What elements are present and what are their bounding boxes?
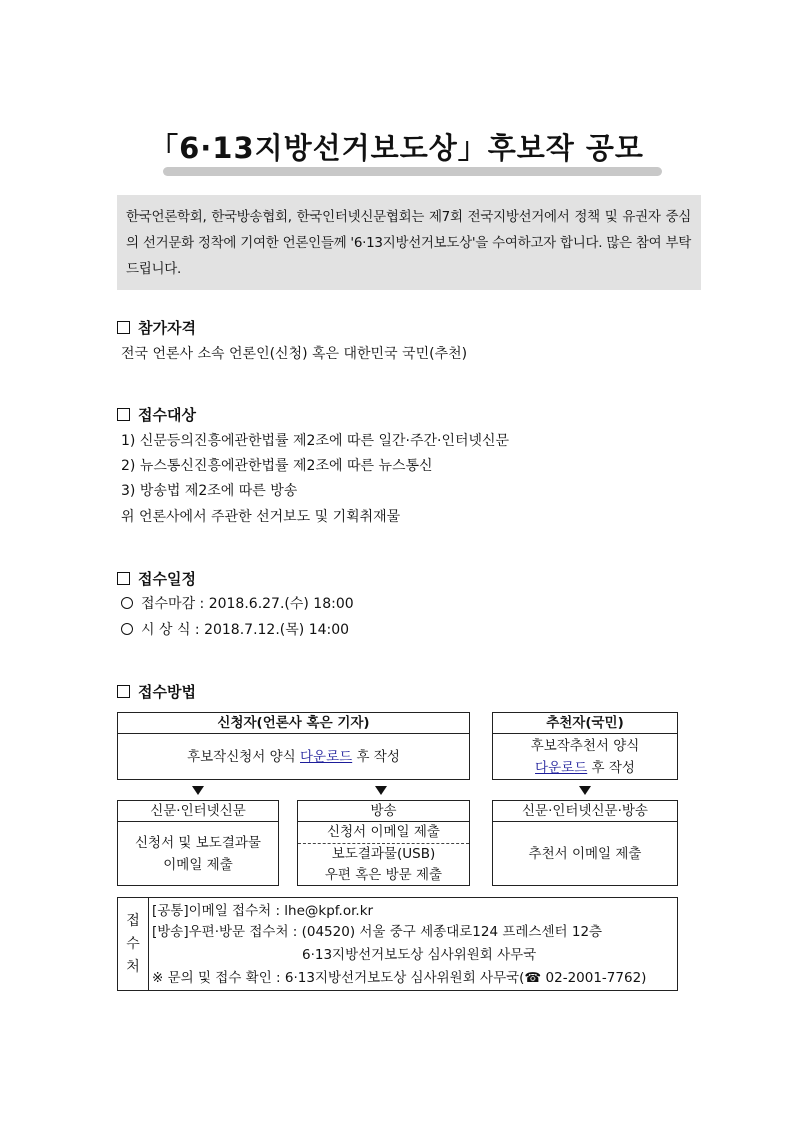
- contact-label: 접 수 처: [118, 898, 149, 990]
- schedule-item-deadline: [121, 594, 354, 614]
- applicant-form-text: 후보작신청서 양식 다운로드 후 작성: [187, 748, 400, 765]
- target-item: 1) 신문등의진흥에관한법률 제2조에 따른 일간·주간·인터넷신문: [121, 433, 510, 449]
- broadcast-submit-line: 보도결과물(USB): [298, 843, 469, 865]
- all-media-submit-cell: [492, 821, 678, 886]
- broadcast-submit-cell: [297, 821, 470, 886]
- target-item: 위 언론사에서 주관한 선거보도 및 기획취재물: [121, 509, 401, 525]
- applicant-form-cell: [117, 733, 470, 780]
- applicant-header: 신청자(언론사 혹은 기자): [117, 712, 470, 734]
- checkbox-square-icon: [117, 321, 130, 334]
- section-heading-targets: [117, 405, 196, 425]
- recommender-form-line2: 다운로드 후 작성: [535, 759, 635, 776]
- contact-box: [117, 897, 678, 991]
- checkbox-square-icon: [117, 572, 130, 585]
- section-heading-label: 접수대상: [138, 406, 196, 424]
- section-heading-label: 접수일정: [138, 570, 196, 588]
- all-media-submit-line: 추천서 이메일 제출: [528, 845, 642, 862]
- contact-inquiry: ※ 문의 및 접수 확인 : 6·13지방선거보도상 심사위원회 사무국(☎ 02-2001-7762): [152, 970, 647, 986]
- arrow-down-icon: [192, 786, 204, 795]
- newspaper-submit-line: 신청서 및 보도결과물: [135, 834, 261, 851]
- checkbox-square-icon: [117, 408, 130, 421]
- arrow-down-icon: [579, 786, 591, 795]
- all-media-header: 신문·인터넷신문·방송: [492, 800, 678, 822]
- schedule-text: 접수마감 : 2018.6.27.(수) 18:00: [141, 596, 354, 612]
- title-underline-bar: [163, 167, 662, 176]
- broadcast-submit-line: 신청서 이메일 제출: [327, 824, 440, 840]
- section-heading-label: 접수방법: [138, 683, 196, 701]
- contact-broadcast-office: 6·13지방선거보도상 심사위원회 사무국: [302, 947, 537, 963]
- section-heading-label: 참가자격: [138, 319, 196, 337]
- target-item: 2) 뉴스통신진흥에관한법률 제2조에 따른 뉴스통신: [121, 458, 433, 474]
- circle-bullet-icon: [121, 597, 133, 609]
- broadcast-submit-line: 우편 혹은 방문 제출: [324, 867, 443, 883]
- target-item: 3) 방송법 제2조에 따른 방송: [121, 483, 298, 499]
- applicant-download-link[interactable]: 다운로드: [300, 748, 353, 765]
- recommender-header: 추천자(국민): [492, 712, 678, 734]
- section-heading-method: [117, 682, 196, 702]
- section-heading-eligibility: [117, 318, 196, 338]
- schedule-text: 시 상 식 : 2018.7.12.(목) 14:00: [141, 622, 350, 638]
- contact-broadcast-address: [방송]우편·방문 접수처 : (04520) 서울 중구 세종대로124 프레스센터 12층: [152, 924, 603, 940]
- newspaper-header: 신문·인터넷신문: [117, 800, 279, 822]
- recommender-form-cell: [492, 733, 678, 780]
- newspaper-submit-cell: [117, 821, 279, 886]
- arrow-down-icon: [375, 786, 387, 795]
- recommender-download-link[interactable]: 다운로드: [535, 759, 588, 776]
- section-heading-schedule: [117, 569, 196, 589]
- circle-bullet-icon: [121, 623, 133, 635]
- page-title: 「6·13지방선거보도상」후보작 공모: [149, 131, 644, 165]
- newspaper-submit-line: 이메일 제출: [163, 856, 233, 873]
- recommender-form-text: 후보작추천서 양식: [530, 737, 640, 754]
- checkbox-square-icon: [117, 685, 130, 698]
- broadcast-header: 방송: [297, 800, 470, 822]
- intro-paragraph: 한국언론학회, 한국방송협회, 한국인터넷신문협회는 제7회 전국지방선거에서 정책 및 유권자 중심의 선거문화 정착에 기여한 언론인들께 '6·13지방선거보도상'을 수여하고자 합니다. 많은 참여 부탁드립니다.: [117, 195, 701, 290]
- eligibility-text: 전국 언론사 소속 언론인(신청) 혹은 대한민국 국민(추천): [121, 346, 468, 362]
- schedule-item-ceremony: [121, 620, 349, 640]
- contact-common-email: [공통]이메일 접수처 : lhe@kpf.or.kr: [152, 903, 374, 919]
